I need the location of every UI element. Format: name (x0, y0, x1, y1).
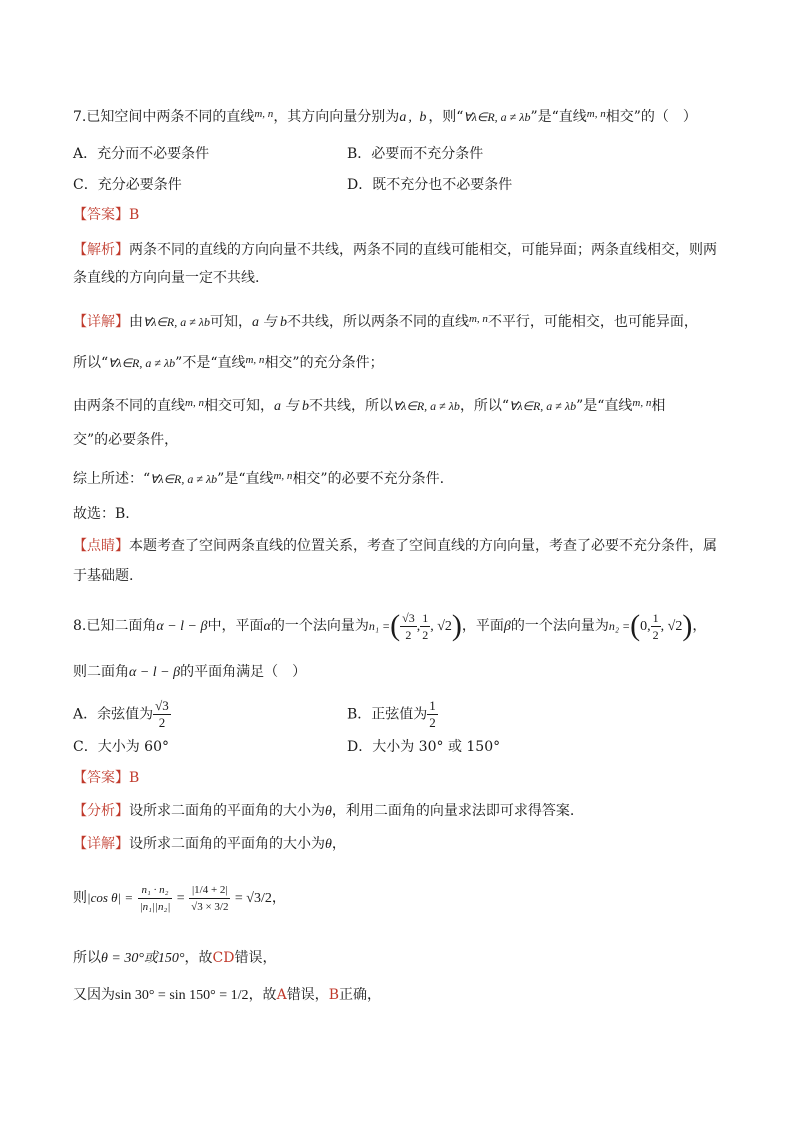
q7-comment-cont: 于基础题. (73, 568, 134, 584)
q8-detail-line6: 所以θ = 30°或150°，故CD错误， (73, 950, 277, 966)
q7-option-a[interactable]: A．充分而不必要条件 (73, 146, 210, 162)
q8-detail-line7: 又因为sin 30° = sin 150° = 1/2，故A错误，B正确， (73, 987, 381, 1003)
q8-cos-formula: 则|cos θ| = $\frac{\text{n₁ · n₂}}{\text{|n₁||n₂|}}$ = $\frac{|1/4 + 2|}{√3 \times 3/2}$ = √3/2， (73, 883, 286, 913)
q8-stem: 8.已知二面角α − l − β中，平面α的一个法向量为n₁ =( $\frac{√3}{2}$ , $\frac{1}{2}$ , √2)，平面β的一个法向量为n₂ =(0, $\frac{1}{2}$ , √2)， (73, 609, 707, 642)
q7-analysis: 【解析】两条不同的直线的方向向量不共线，两条不同的直线可能相交，可能异面；两条直线相交，则两 (73, 242, 717, 258)
q8-option-b[interactable]: B．正弦值为 $\frac{1}{2}$ (347, 698, 436, 730)
n1-label: n₁ = (368, 619, 391, 633)
q7-option-d[interactable]: D．既不充分也不必要条件 (347, 177, 513, 193)
q7-comment: 【点睛】本题考查了空间两条直线的位置关系，考查了空间直线的方向向量，考查了必要不充分条件，属 (73, 538, 717, 554)
q7-answer: 【答案】B (73, 207, 140, 223)
q7-detail-line5: 综上所述：“∀λ∈R, a ≠ λb”是“直线$^{m, n}$相交”的必要不充分条件. (73, 470, 445, 487)
q7-detail-line4: 交”的必要条件， (73, 432, 179, 448)
q7-stem: 7.已知空间中两条不同的直线$^{m, n}$，其方向向量分别为a, b，则“∀λ∈R, a ≠ λb”是“直线$^{m, n}$相交”的（ ） (73, 108, 697, 125)
q7-detail-line1: 【详解】由∀λ∈R, a ≠ λb可知，a 与 b不共线，所以两条不同的直线$^{m, n}$不平行，可能相交，也可能异面， (73, 313, 698, 330)
q8-answer: 【答案】B (73, 770, 140, 786)
q7-option-c[interactable]: C．充分必要条件 (73, 177, 182, 193)
q8-stem-line2: 则二面角α − l − β的平面角满足（ ） (73, 664, 307, 680)
q7-detail-line3: 由两条不同的直线$^{m, n}$相交可知，a 与 b不共线，所以∀λ∈R, a ≠ λb，所以“∀λ∈R, a ≠ λb”是“直线$^{m, n}$相 (73, 397, 666, 414)
q8-analysis: 【分析】设所求二面角的平面角的大小为θ，利用二面角的向量求法即可求得答案. (73, 803, 575, 819)
q8-option-c[interactable]: C．大小为 60° (73, 739, 169, 755)
q8-detail: 【详解】设所求二面角的平面角的大小为θ， (73, 836, 346, 852)
q7-analysis-cont: 条直线的方向向量一定不共线. (73, 270, 260, 286)
q7-detail-line2: 所以“∀λ∈R, a ≠ λb”不是“直线$^{m, n}$相交”的充分条件； (73, 354, 384, 371)
q7-option-b[interactable]: B．必要而不充分条件 (347, 146, 484, 162)
q8-option-d[interactable]: D．大小为 30° 或 150° (347, 739, 501, 755)
vectors-ab: a, b (399, 110, 429, 125)
q8-option-a[interactable]: A．余弦值为 $\frac{√3}{2}$ (73, 698, 169, 730)
q7-conclusion: 故选：B. (73, 506, 130, 522)
condition-formula: ∀λ∈R, a ≠ λb (463, 110, 531, 124)
n2-label: n₂ = (608, 619, 631, 633)
